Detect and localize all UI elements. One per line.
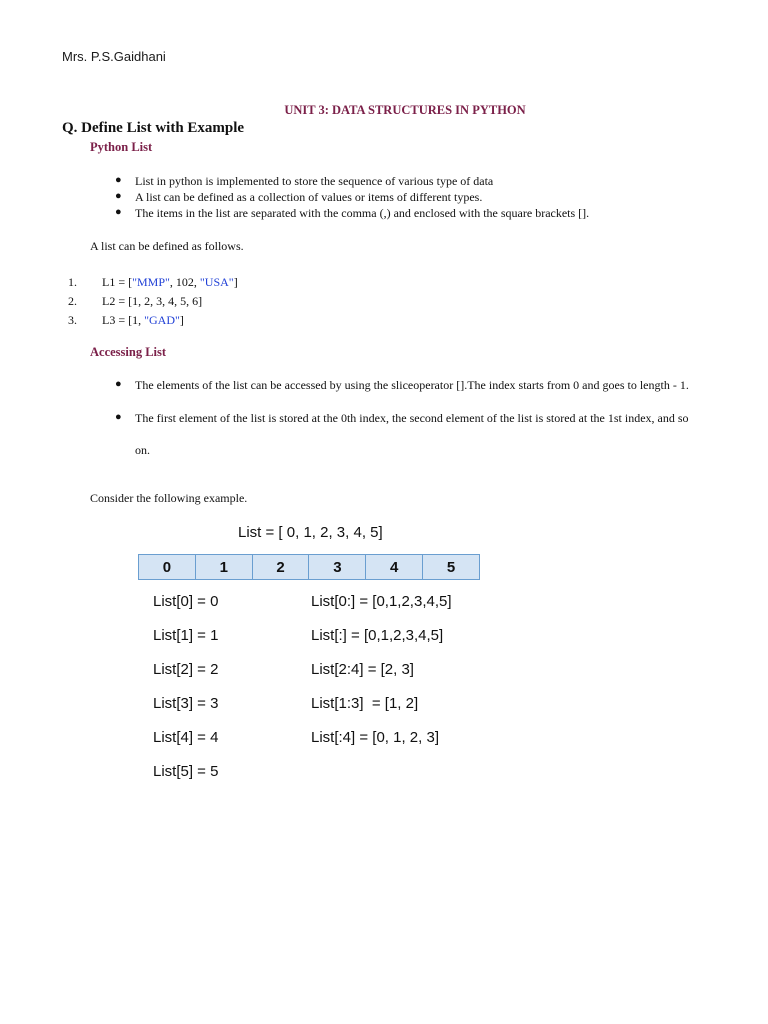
- slice-example: List[0:] = [0,1,2,3,4,5]: [311, 593, 452, 610]
- accessing-list-bullets: [115, 378, 689, 459]
- bullet-item: ● A list can be defined as a collection of values or items of different types.: [115, 190, 483, 204]
- bullet-item: ● The elements of the list can be accessed by using the sliceoperator [].The index starts from 0 and goes to length - 1.: [115, 378, 689, 392]
- slice-example: List[:4] = [0, 1, 2, 3]: [311, 729, 439, 746]
- index-cell: 2: [253, 555, 310, 579]
- figure-title: List = [ 0, 1, 2, 3, 4, 5]: [238, 524, 383, 541]
- index-row: [138, 554, 480, 580]
- index-example: List[5] = 5: [153, 763, 219, 780]
- index-cell: 5: [446, 558, 456, 576]
- accessing-list-heading: Accessing List: [90, 345, 167, 359]
- example-item: 3. L3 = [1, "GAD"]: [68, 313, 184, 327]
- bullet-item: ● The items in the list are separated with the comma (,) and enclosed with the square brackets [].: [115, 206, 590, 220]
- bullet-continuation: on.: [135, 443, 150, 457]
- unit-title: UNIT 3: DATA STRUCTURES IN PYTHON: [284, 103, 526, 117]
- bullet-item: ● List in python is implemented to store the sequence of various type of data: [115, 174, 494, 188]
- bullet-item: ● The first element of the list is stored at the 0th index, the second element of the list is stored at the 1st index, and so: [115, 411, 689, 425]
- example-item: 1. L1 = ["MMP", 102, "USA"]: [68, 275, 238, 289]
- slice-example: List[1:3] = [1, 2]: [311, 695, 419, 712]
- python-list-heading: Python List: [90, 140, 153, 154]
- question-heading: Q. Define List with Example: [62, 120, 245, 136]
- consider-text: Consider the following example.: [90, 491, 248, 505]
- index-example: List[1] = 1: [153, 627, 219, 644]
- index-cell: 4: [366, 555, 423, 579]
- slice-example: List[2:4] = [2, 3]: [311, 661, 414, 678]
- index-cell: 3: [309, 555, 366, 579]
- example-item: 2. L2 = [1, 2, 3, 4, 5, 6]: [68, 294, 203, 308]
- index-example: List[0] = 0: [153, 593, 219, 610]
- slice-example: List[:] = [0,1,2,3,4,5]: [311, 627, 444, 644]
- index-example: List[2] = 2: [153, 661, 219, 678]
- index-cell: 1: [196, 555, 253, 579]
- index-cell: 0: [139, 555, 196, 579]
- index-example: List[4] = 4: [153, 729, 219, 746]
- python-list-bullets: [115, 174, 590, 222]
- index-example: List[3] = 3: [153, 695, 219, 712]
- list-intro-text: A list can be defined as follows.: [90, 239, 244, 253]
- author-name: Mrs. P.S.Gaidhani: [62, 49, 166, 64]
- list-examples: [68, 275, 238, 332]
